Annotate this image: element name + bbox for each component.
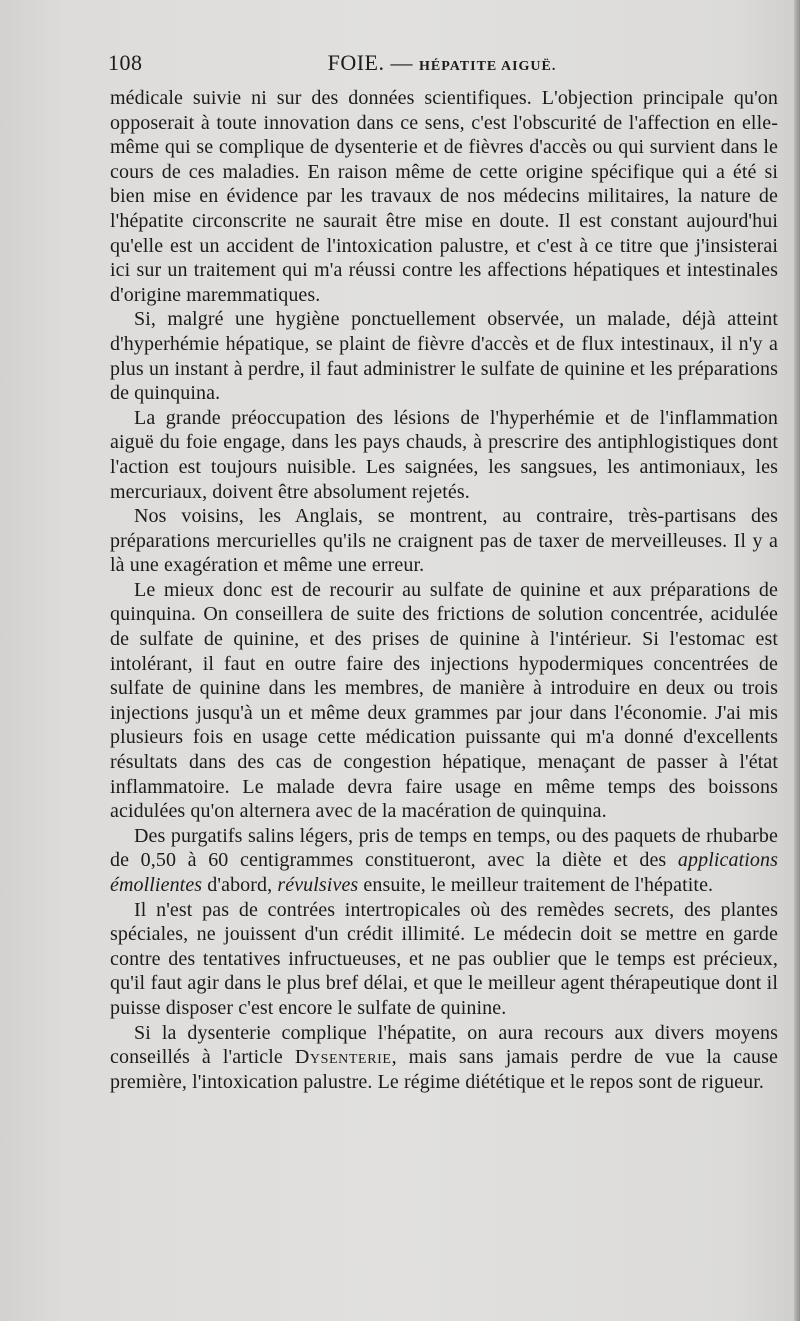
paragraph-6-text-a: Des purgatifs salins légers, pris de temps en temps, ou des paquets de rhubarbe de 0,50 à 60 centigrammes constitueront, avec la diète et des	[110, 824, 778, 872]
paragraph-6	[110, 824, 778, 898]
running-head-main: FOIE. —	[327, 50, 419, 75]
paragraph-3: La grande préoccupation des lésions de l'hyperhémie et de l'inflammation aiguë du foie engage, dans les pays chauds, à prescrire des antiphlogistiques dont l'action est toujours nuisible. Les saignées, les sangsues, les antimoniaux, les mercuriaux, doivent être absolument rejetés.	[110, 406, 778, 503]
page-edge-shadow	[794, 0, 800, 1321]
paragraph-4: Nos voisins, les Anglais, se montrent, au contraire, très-partisans des préparations mercurielles qu'ils ne craignent pas de taxer de merveilleuses. Il y a là une exagération et même une erreur.	[110, 505, 778, 577]
paragraph-6-italic-1: applications émollientes	[110, 849, 778, 896]
running-head	[108, 50, 776, 76]
paragraph-8-smallcaps: Dysenterie	[294, 1046, 392, 1069]
page-header	[108, 50, 776, 82]
paragraph-8-text-b: , mais sans jamais perdre de vue la cause première, l'intoxication palustre. Le régime diététique et le repos sont de rigueur.	[110, 1046, 779, 1093]
paragraph-6-text-b: d'abord,	[202, 874, 278, 896]
page-number: 108	[108, 50, 143, 75]
paragraph-8	[110, 1021, 778, 1095]
paragraph-5: Le mieux donc est de recourir au sulfate de quinine et aux préparations de quinquina. On conseillera de suite des frictions de solution concentrée, acidulée de sulfate de quinine, et des prises de quinine à l'intérieur. Si l'estomac est intolérant, il faut en outre faire des injections hypodermiques concentrées de sulfate de quinine dans les membres, de manière à introduire en deux ou trois injections jusqu'à un et même deux grammes par jour dans l'économie. J'ai mis plusieurs fois en usage cette médication puissante qui m'a donné d'excellents résultats dans des cas de congestion hépatique, menaçant de passer à l'état inflammatoire. Le malade devra faire usage en même temps des boissons acidulées qu'on alternera avec de la macération de quinquina.	[110, 578, 778, 823]
paragraph-1: médicale suivie ni sur des données scientifiques. L'objection principale qu'on opposerait à toute innovation dans ce sens, c'est l'obscurité de l'affection en elle-même qui se complique de dysenterie et de fièvres d'accès ou qui survient dans le cours de ces maladies. En raison même de cette origine spécifique qui a été si bien mise en évidence par les travaux de nos médecins militaires, la nature de l'hépatite circonscrite ne saurait être mise en doute. Il est constant aujourd'hui qu'elle est un accident de l'intoxication palustre, et c'est à ce titre que j'insisterai ici sur un traitement qui m'a réussi contre les affections hépatiques et intestinales d'origine maremmatiques.	[110, 87, 778, 306]
paragraph-2: Si, malgré une hygiène ponctuellement observée, un malade, déjà atteint d'hyperhémie hépatique, se plaint de fièvre d'accès et de flux intestinaux, il n'y a plus un instant à perdre, il faut administrer le sulfate de quinine et les préparations de quinquina.	[110, 308, 778, 405]
paragraph-7: Il n'est pas de contrées intertropicales où des remèdes secrets, des plantes spéciales, ne jouissent d'un crédit illimité. Le médecin doit se mettre en garde contre des tentatives infructueuses, et ne pas oublier que le temps est précieux, qu'il faut agir dans le plus bref délai, et que le meilleur agent thérapeutique dont il puisse disposer c'est encore le sulfate de quinine.	[110, 898, 778, 1019]
paragraph-6-italic-2: révulsives	[277, 874, 359, 896]
paragraph-6-text-c: ensuite, le meilleur traitement de l'hépatite.	[358, 874, 714, 896]
paragraph-8-text-a: Si la dysenterie complique l'hépatite, on aura recours aux divers moyens conseillés à l'article	[110, 1021, 778, 1069]
page-body	[110, 86, 778, 1094]
running-head-sub: HÉPATITE AIGUË.	[418, 59, 557, 74]
